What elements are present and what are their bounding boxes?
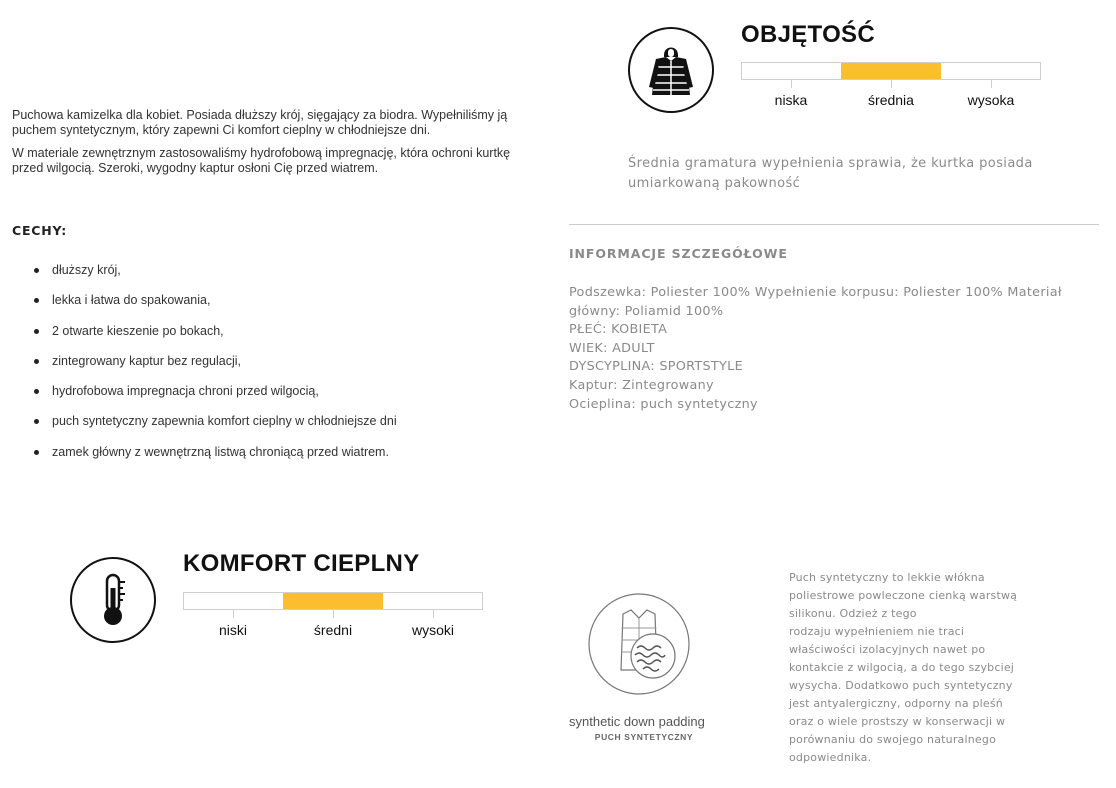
detail-line: WIEK: ADULT — [569, 340, 655, 356]
thermal-ticks — [183, 610, 483, 622]
volume-scale — [741, 62, 1041, 108]
thermal-segment — [283, 593, 382, 609]
details-list — [569, 284, 1109, 414]
thermal-segment — [383, 593, 482, 609]
padding-description-line: odpowiednika. — [789, 751, 872, 764]
feature-item: 2 otwarte kieszenie po bokach, — [12, 324, 532, 354]
detail-line: DYSCYPLINA: SPORTSTYLE — [569, 359, 743, 375]
thermal-bar — [183, 592, 483, 610]
volume-segment — [742, 63, 841, 79]
feature-item: dłuższy krój, — [12, 263, 532, 293]
details-title: INFORMACJE SZCZEGÓŁOWE — [569, 246, 788, 261]
thermal-scale — [183, 592, 483, 638]
volume-bar — [741, 62, 1041, 80]
volume-label: średnia — [868, 92, 914, 108]
features-title: CECHY: — [12, 223, 68, 238]
thermal-label: wysoki — [411, 622, 454, 638]
section-divider — [569, 224, 1099, 225]
feature-item: zamek główny z wewnętrzną listwą chroniącą przed wiatrem. — [12, 445, 532, 475]
thermometer-icon — [70, 557, 156, 643]
thermal-segment — [184, 593, 283, 609]
feature-item: zintegrowany kaptur bez regulacji, — [12, 354, 532, 384]
volume-segment — [841, 63, 940, 79]
thermal-label: średni — [313, 622, 353, 638]
volume-segment — [941, 63, 1040, 79]
volume-description-line-1: Średnia gramatura wypełnienia sprawia, że kurtka posiada — [628, 156, 1033, 171]
description-paragraph-2: W materiale zewnętrznym zastosowaliśmy hydrofobową impregnację, która ochroni kurtkę przed wilgocią. Szeroki, wygodny kaptur osłoni Cię przed wiatrem. — [12, 146, 511, 175]
volume-label: wysoka — [967, 92, 1015, 108]
volume-title: OBJĘTOŚĆ — [741, 21, 875, 48]
features-list — [12, 263, 532, 475]
thermal-label: niski — [218, 622, 247, 638]
feature-item: lekka i łatwa do spakowania, — [12, 293, 532, 323]
feature-item: puch syntetyczny zapewnia komfort cieplny w chłodniejsze dni — [12, 414, 532, 444]
synthetic-padding-svg — [587, 592, 691, 696]
volume-description-line-2: umiarkowaną pakowność — [628, 176, 801, 191]
padding-description-line: właściwości izolacyjnych nawet po — [789, 643, 986, 656]
volume-ticks — [741, 80, 1041, 92]
feature-item: hydrofobowa impregnacja chroni przed wilgocią, — [12, 384, 532, 414]
padding-description-line: silikonu. Odzież z tego — [789, 607, 917, 620]
padding-description-line: poliestrowe powleczone cienką warstwą — [789, 589, 1018, 602]
thermal-title: KOMFORT CIEPLNY — [183, 550, 420, 577]
thermometer-svg — [93, 572, 133, 628]
padding-description-line: porównaniu do swojego naturalnego — [789, 733, 996, 746]
padding-description-line: kontakcie z wilgocią, a do tego szybciej — [789, 661, 1015, 674]
thermal-labels — [183, 622, 483, 638]
product-description — [12, 108, 532, 184]
padding-subcaption: PUCH SYNTETYCZNY — [594, 732, 694, 742]
detail-line: Podszewka: Poliester 100% Wypełnienie korpusu: Poliester 100% Materiał — [569, 285, 1062, 300]
volume-description — [628, 154, 1033, 194]
padding-description-line: Puch syntetyczny to lekkie włókna — [789, 571, 985, 584]
description-paragraph-1: Puchowa kamizelka dla kobiet. Posiada dłuższy krój, sięgający za biodra. Wypełniliśmy ją puchem syntetycznym, który zapewni Ci komfort cieplny w chłodniejsze dni. — [12, 108, 508, 137]
detail-line: Ocieplina: puch syntetyczny — [569, 396, 758, 412]
puffer-jacket-svg — [644, 39, 698, 101]
padding-description-line: jest antyalergiczny, odporny na pleśń — [789, 697, 1003, 710]
padding-description-line: oraz o wiele prostszy w konserwacji w — [789, 715, 1006, 728]
padding-caption: synthetic down padding — [569, 714, 705, 729]
padding-description-line: rodzaju wypełnieniem nie traci — [789, 625, 965, 638]
volume-labels — [741, 92, 1041, 108]
padding-description-line: wysycha. Dodatkowo puch syntetyczny — [789, 679, 1013, 692]
detail-line: Kaptur: Zintegrowany — [569, 377, 714, 393]
padding-description — [789, 569, 1109, 767]
volume-label: niska — [774, 92, 808, 108]
puffer-jacket-icon — [628, 27, 714, 113]
synthetic-padding-icon — [587, 592, 691, 696]
detail-line: główny: Poliamid 100% — [569, 303, 724, 319]
detail-line: PŁEĆ: KOBIETA — [569, 322, 668, 338]
